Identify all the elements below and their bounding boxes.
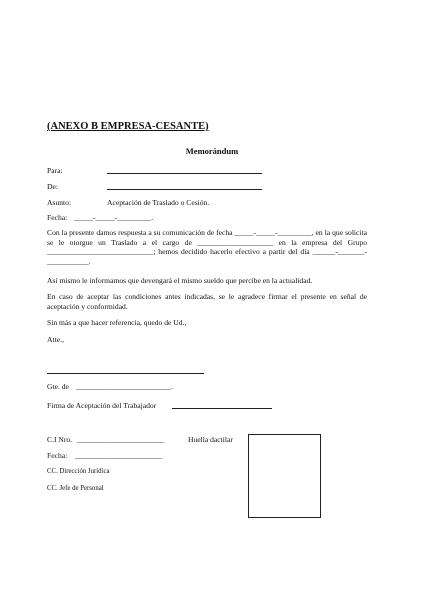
document-title: (ANEXO B EMPRESA-CESANTE): [47, 121, 209, 132]
paragraph-traslado-rest: _____-_____-_________, en la que solicita se le otorgue un Traslado a el cargo de ____________________ en la empresa del Grupo ____________________________; hemos decidido hacerlo efectivo a partir del día ______-_______-___________.: [47, 228, 367, 266]
firma-line: [172, 408, 272, 409]
paragraph-aceptacion: En caso de aceptar las condiciones antes indicadas, se le agradece firmar el presente en señal de aceptación y conformidad.: [47, 292, 367, 311]
paragraph-sueldo: Así mismo le informamos que devengará el mismo sueldo que percibe en la actualidad.: [47, 276, 313, 285]
cc-juridica: CC. Dirección Jurídica: [47, 468, 110, 475]
atte-label: Atte.,: [47, 335, 64, 344]
fecha2-value: _______________________: [75, 451, 163, 460]
gte-value: _________________________.: [76, 382, 173, 391]
fingerprint-box: [248, 434, 321, 518]
fecha2-label: Fecha:: [47, 451, 68, 460]
paragraph-traslado-start: Con la presente damos respuesta a su comunicación de fecha: [47, 228, 233, 237]
para-line: [107, 173, 262, 174]
fecha-value: _____-_____-_________.: [74, 213, 154, 222]
signature-line: [47, 373, 204, 374]
fecha-label: Fecha:: [47, 213, 68, 222]
asunto-label: Asunto:: [47, 198, 72, 207]
cc-personal: CC. Jefe de Personal: [47, 485, 104, 492]
de-line: [107, 189, 262, 190]
firma-label: Firma de Aceptación del Trabajador: [47, 401, 157, 410]
para-label: Para:: [47, 166, 63, 175]
memo-heading: Memorándum: [185, 146, 239, 156]
paragraph-cierre: Sin más a que hacer referencia, quedo de Ud.,: [47, 318, 187, 327]
paragraph-traslado: [47, 228, 367, 266]
de-label: De:: [47, 182, 58, 191]
huella-label: Huella dactilar: [188, 435, 233, 444]
gte-label: Gte. de: [47, 382, 69, 391]
asunto-value: Aceptación de Traslado o Cesión.: [107, 198, 210, 207]
ci-label: C.I Nro.: [47, 435, 73, 444]
ci-value: _______________________: [77, 435, 165, 444]
